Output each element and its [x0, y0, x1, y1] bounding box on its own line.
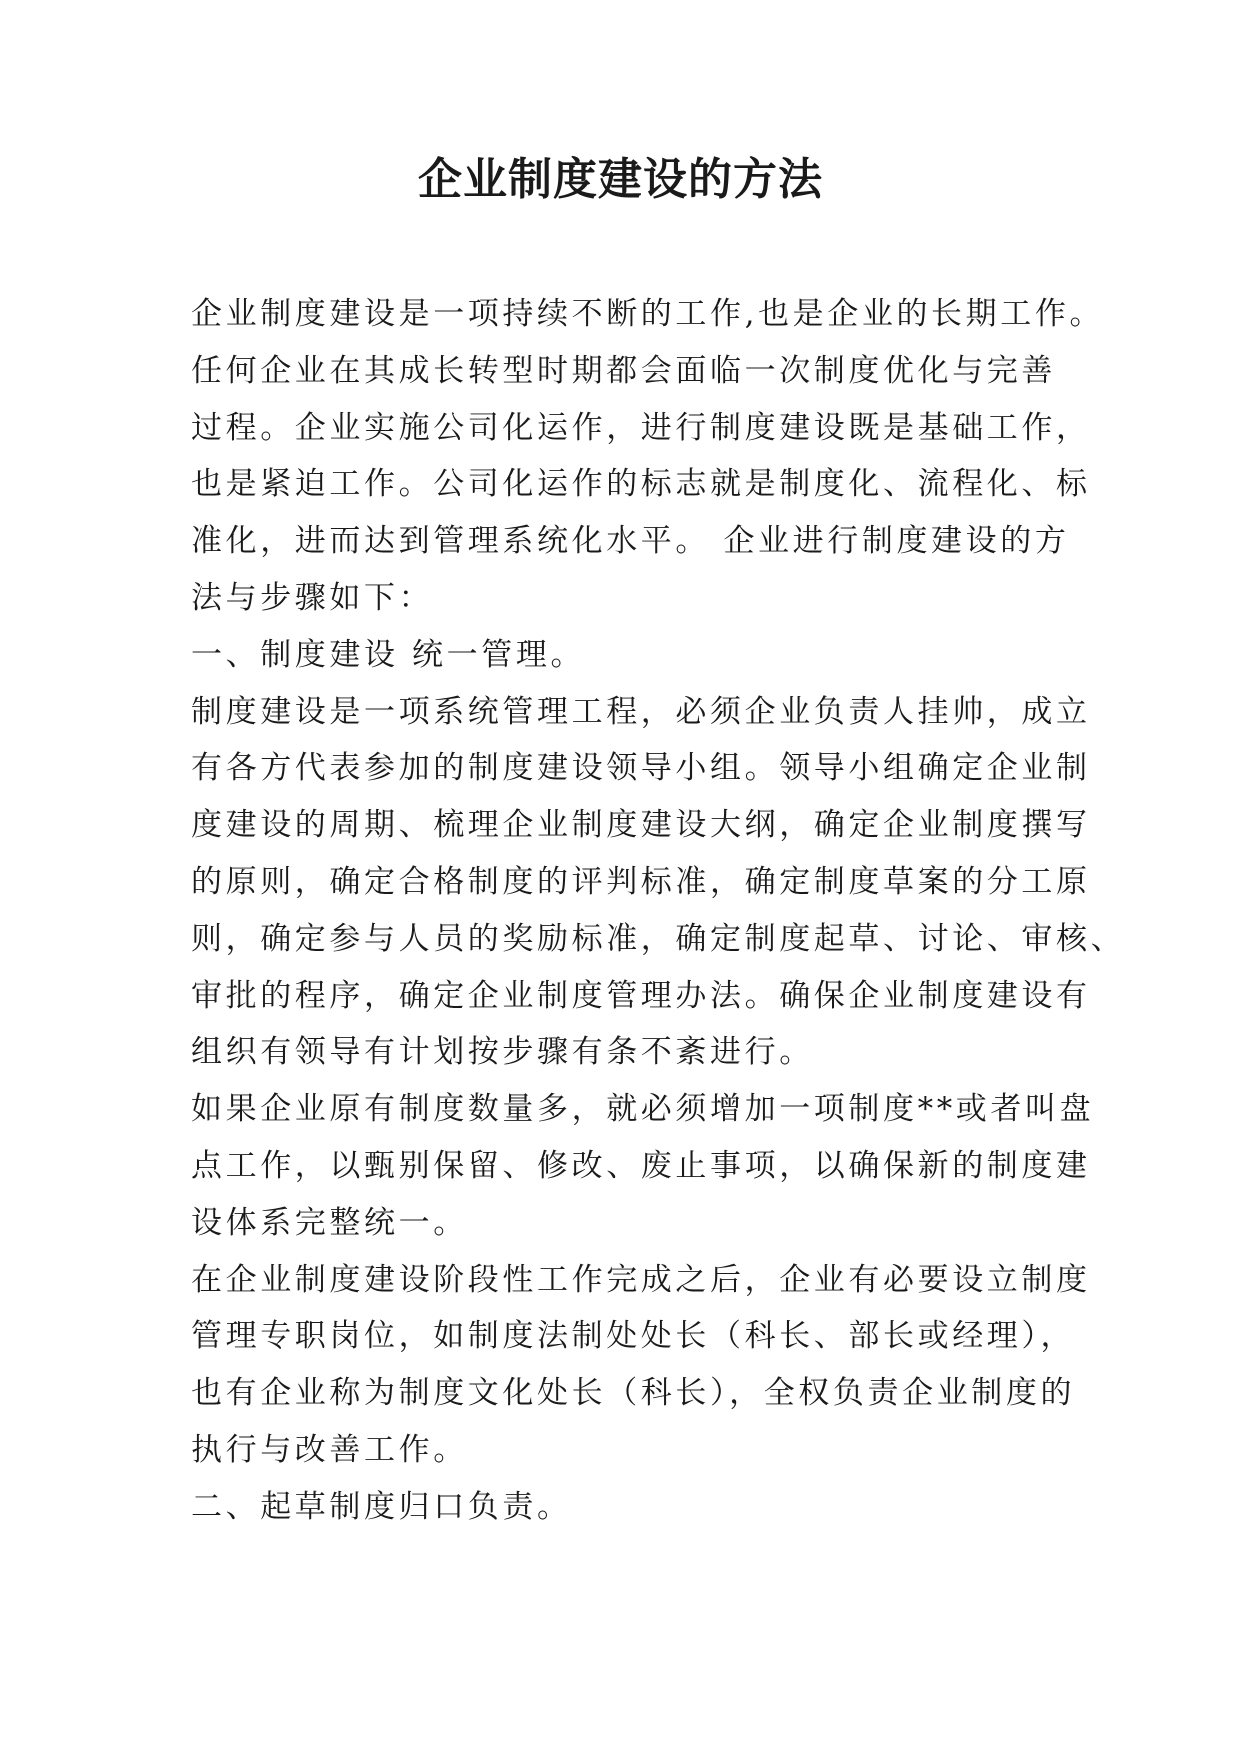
- text-line: 如果企业原有制度数量多，就必须增加一项制度**或者叫盘: [191, 1091, 1095, 1128]
- text-line: 设体系完整统一。: [191, 1204, 468, 1241]
- text-line: 过程。企业实施公司化运作，进行制度建设既是基础工作，: [191, 409, 1091, 446]
- text-line: 执行与改善工作。: [191, 1431, 468, 1468]
- text-line: 则，确定参与人员的奖励标准，确定制度起草、讨论、审核、: [191, 920, 1126, 957]
- text-line: 的原则，确定合格制度的评判标准，确定制度草案的分工原: [191, 863, 1091, 900]
- text-line: 度建设的周期、梳理企业制度建设大纲，确定企业制度撰写: [191, 807, 1091, 844]
- document-title: 企业制度建设的方法: [418, 154, 823, 205]
- text-line: 点工作，以甄别保留、修改、废止事项，以确保新的制度建: [191, 1147, 1091, 1184]
- text-line: 准化，进而达到管理系统化水平。 企业进行制度建设的方: [191, 523, 1070, 560]
- section-heading: 二、起草制度归口负责。: [191, 1488, 572, 1525]
- document-body: [191, 286, 1126, 1536]
- text-line: 管理专职岗位，如制度法制处处长（科长、部长或经理），: [191, 1318, 1076, 1355]
- text-line: 有各方代表参加的制度建设领导小组。领导小组确定企业制: [191, 750, 1091, 787]
- text-line: 审批的程序，确定企业制度管理办法。确保企业制度建设有: [191, 977, 1091, 1014]
- text-line: 组织有领导有计划按步骤有条不紊进行。: [191, 1034, 814, 1071]
- text-line: 也有企业称为制度文化处长（科长），全权负责企业制度的: [191, 1375, 1076, 1412]
- text-line: 制度建设是一项系统管理工程，必须企业负责人挂帅，成立: [191, 693, 1091, 730]
- section-heading: 一、制度建设 统一管理。: [191, 636, 586, 673]
- text-line: 法与步骤如下：: [191, 579, 434, 616]
- text-line: 企业制度建设是一项持续不断的工作,也是企业的长期工作。: [191, 296, 1105, 332]
- text-line: 在企业制度建设阶段性工作完成之后，企业有必要设立制度: [191, 1261, 1091, 1298]
- text-line: 也是紧迫工作。公司化运作的标志就是制度化、流程化、标: [191, 466, 1091, 503]
- text-line: 任何企业在其成长转型时期都会面临一次制度优化与完善: [191, 352, 1056, 389]
